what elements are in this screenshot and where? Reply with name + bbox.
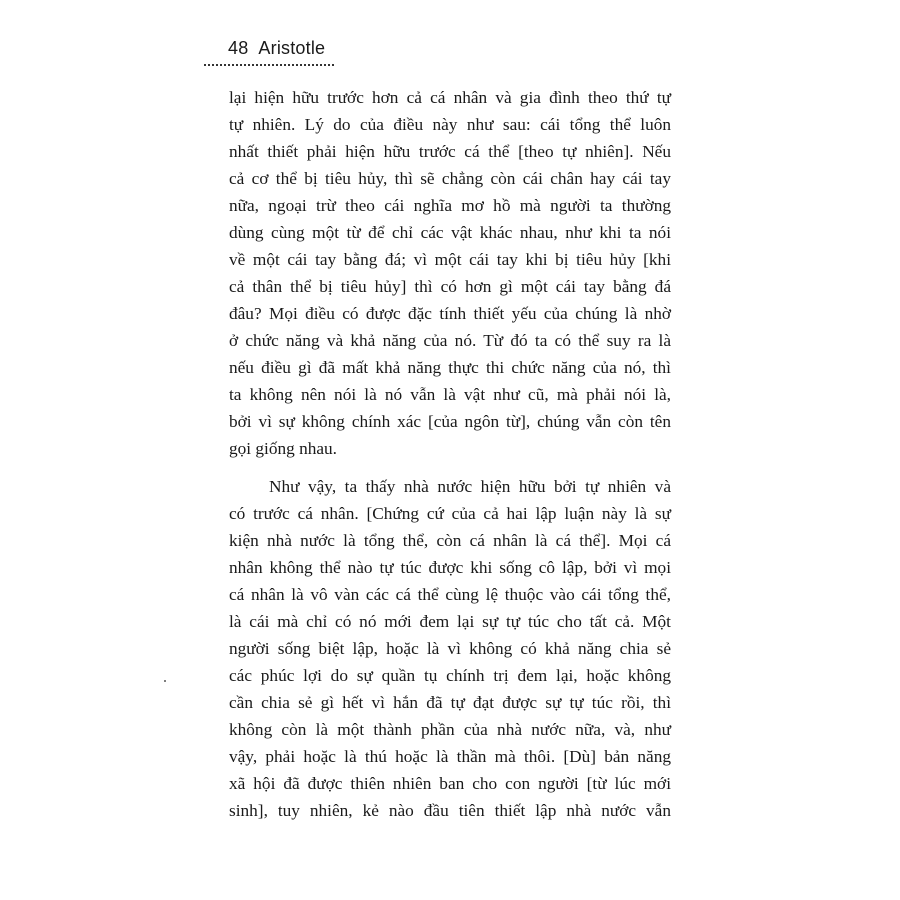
paragraph-spacer [229,462,671,473]
text-line: bởi vì sự không chính xác [của ngôn từ], chúng vẫn còn tên [229,412,671,431]
text-line: các phúc lợi do sự quần tụ chính trị đem lại, hoặc không [229,666,671,685]
text-line: kiện nhà nước là tổng thể, còn cá nhân là cá thể]. Mọi cá [229,531,671,550]
running-title: Aristotle [258,38,326,58]
text-line: xã hội đã được thiên nhiên ban cho con người [từ lúc mới [229,774,671,793]
text-line: cá nhân là vô vàn các cá thể cùng lệ thuộc vào cái tổng thể, [229,585,671,604]
text-line: ta không nên nói là nó vẫn là vật như cũ, mà phải nói là, [229,385,671,404]
text-line: nhất thiết phải hiện hữu trước cá thể [theo tự nhiên]. Nếu [229,142,671,161]
text-line: không còn là một thành phần của nhà nước nữa, và, như [229,720,671,739]
text-line: nữa, ngoại trừ theo cái nghĩa mơ hồ mà người ta thường [229,196,671,215]
text-line: cả cơ thể bị tiêu hủy, thì sẽ chẳng còn cái chân hay cái tay [229,169,671,188]
text-line: vậy, phải hoặc là thú hoặc là thần mà thôi. [Dù] bản năng [229,747,671,766]
text-line: sinh], tuy nhiên, kẻ nào đầu tiên thiết lập nhà nước vẫn [229,801,671,820]
text-line: gọi giống nhau. [229,439,337,458]
running-head [228,38,325,59]
text-line: cần chia sẻ gì hết vì hắn đã tự đạt được sự tự túc rồi, thì [229,693,671,712]
page-number: 48 [228,38,249,58]
print-speck [164,680,166,682]
text-line: tự nhiên. Lý do của điều này như sau: cái tổng thể luôn [229,115,671,134]
text-line: có trước cá nhân. [Chứng cứ của cả hai lập luận này là sự [229,504,671,523]
body-text [229,84,671,824]
text-line: Như vậy, ta thấy nhà nước hiện hữu bởi tự nhiên và [269,477,671,496]
header-dotted-rule [204,64,334,66]
paragraph-2 [229,473,671,824]
text-line: dùng cùng một từ để chỉ các vật khác nhau, như khi ta nói [229,223,671,242]
text-line: nhân không thể nào tự túc được khi sống cô lập, bởi vì mọi [229,558,671,577]
text-line: người sống biệt lập, hoặc là vì không có khả năng chia sẻ [229,639,671,658]
text-line: lại hiện hữu trước hơn cả cá nhân và gia đình theo thứ tự [229,88,671,107]
text-line: là cái mà chỉ có nó mới đem lại sự tự túc cho tất cả. Một [229,612,671,631]
text-line: cả thân thể bị tiêu hủy] thì có hơn gì một cái tay bằng đá [229,277,671,296]
text-line: về một cái tay bằng đá; vì một cái tay khi bị tiêu hủy [khi [229,250,671,269]
text-line: đâu? Mọi điều có được đặc tính thiết yếu của chúng là nhờ [229,304,671,323]
paragraph-1 [229,84,671,462]
text-line: nếu điều gì đã mất khả năng thực thi chức năng của nó, thì [229,358,671,377]
text-line: ở chức năng và khả năng của nó. Từ đó ta có thể suy ra là [229,331,671,350]
